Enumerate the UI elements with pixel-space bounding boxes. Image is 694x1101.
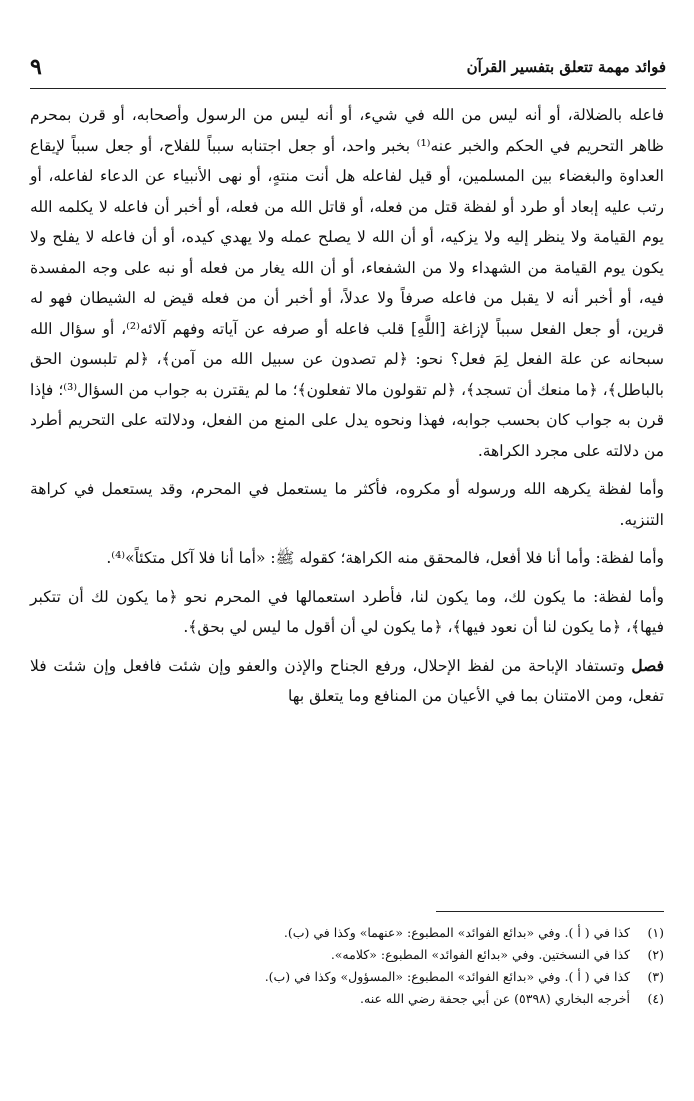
main-text <box>30 100 664 712</box>
footnote-text: كذا في ( أ ). وفي «بدائع الفوائد» المطبوع: «المسؤول» وكذا في (ب). <box>264 969 630 984</box>
footnote-separator <box>436 911 664 912</box>
paragraph-text: وأما لفظة يكرهه الله ورسوله أو مكروه، فأكثر ما يستعمل في المحرم، وقد يستعمل في كراهة التنزيه. <box>30 480 664 529</box>
paragraph <box>30 100 664 466</box>
paragraph <box>30 474 664 535</box>
footnote <box>30 988 664 1010</box>
paragraph <box>30 543 664 574</box>
paragraph <box>30 651 664 712</box>
footnote <box>30 944 664 966</box>
footnote-text: كذا في النسختين. وفي «بدائع الفوائد» المطبوع: «كلامه». <box>330 947 630 962</box>
footnote <box>30 922 664 944</box>
footnote-number: (٢) <box>647 947 664 962</box>
page-number: ٩ <box>30 54 42 80</box>
paragraph-text: وتستفاد الإباحة من لفظ الإحلال، ورفع الجناح والإذن والعفو وإن شئت فافعل وإن شئت فلا تفعل، ومن الامتنان بما في الأعيان من المنافع وما يتعلق بها <box>30 656 664 705</box>
footnotes <box>30 922 664 1010</box>
paragraph <box>30 582 664 643</box>
footnote-text: كذا في ( أ ). وفي «بدائع الفوائد» المطبوع: «عنهما» وكذا في (ب). <box>283 925 630 940</box>
footnote-text: أخرجه البخاري (٥٣٩٨) عن أبي جحفة رضي الله عنه. <box>360 991 630 1006</box>
footnote-number: (١) <box>647 925 664 940</box>
paragraph-lead: فصل <box>631 655 664 675</box>
footnote <box>30 966 664 988</box>
paragraph-text: وأما لفظة: ما يكون لك، وما يكون لنا، فأطرد استعمالها في المحرم نحو ﴿ما يكون لك أن تتكبر فيها﴾، ﴿ما يكون لنا أن نعود فيها﴾، ﴿ما يكون لي أن أقول ما ليس لي بحق﴾. <box>30 587 664 636</box>
footnote-number: (٣) <box>647 969 664 984</box>
footnote-number: (٤) <box>647 991 664 1006</box>
running-header <box>30 54 666 89</box>
paragraph-text: وأما لفظة: وأما أنا فلا أفعل، فالمحقق منه الكراهة؛ كقوله ﷺ: «أما أنا فلا آكل متكئاً»⁽⁴⁾. <box>106 549 664 567</box>
paragraph-text: فاعله بالضلالة، أو أنه ليس من الله في شيء، أو أنه ليس من الرسول وأصحابه، أو قرن بمحرم ظاهر التحريم في الحكم والخبر عنه⁽¹⁾ بخبر واحد، أو جعل اجتنابه سبباً للفلاح، أو جعل سبباً لإيقاع العداوة والبغضاء بين المسلمين، أو قيل لفاعله هل أنت منتهٍ، أو نهى الأنبياء عن الدعاء لفاعله، أو رتب عليه إبعاد أو طرد أو لفظة قتل من فعله، أو قاتل الله من فعله، أو أخبر أن فاعله لا يكلمه الله يوم القيامة ولا ينظر إليه ولا يزكيه، أو أن الله لا يصلح عمله ولا يهدي كيده، أو أن فاعله لا يفلح ولا يكون يوم القيامة من الشهداء ولا من الشفعاء، أو أن الله يغار من فعله أو نبه على وجه المفسدة فيه، أو أخبر أنه لا يقبل من فاعله صرفاً ولا عدلاً، أو أخبر أن من فعله قيض له الشيطان فهو له قرين، أو جعل الفعل سبباً لإزاغة [اللَّهِ] قلب فاعله أو صرفه عن آياته وفهم آلائه⁽²⁾، أو سؤال الله سبحانه عن علة الفعل لِمَ فعل؟ نحو: ﴿لم تصدون عن سبيل الله من آمن﴾، ﴿لم تلبسون الحق بالباطل﴾، ﴿ما منعك أن تسجد﴾، ﴿لم تقولون مالا تفعلون﴾؛ ما لم يقترن به جواب من السؤال⁽³⁾؛ فإذا قرن به جواب كان بحسب جوابه، فهذا ونحوه يدل على المنع من الفعل، ودلالته على التحريم أطرد من دلالته على مجرد الكراهة. <box>30 106 664 460</box>
running-title: فوائد مهمة تتعلق بتفسير القرآن <box>466 58 666 76</box>
